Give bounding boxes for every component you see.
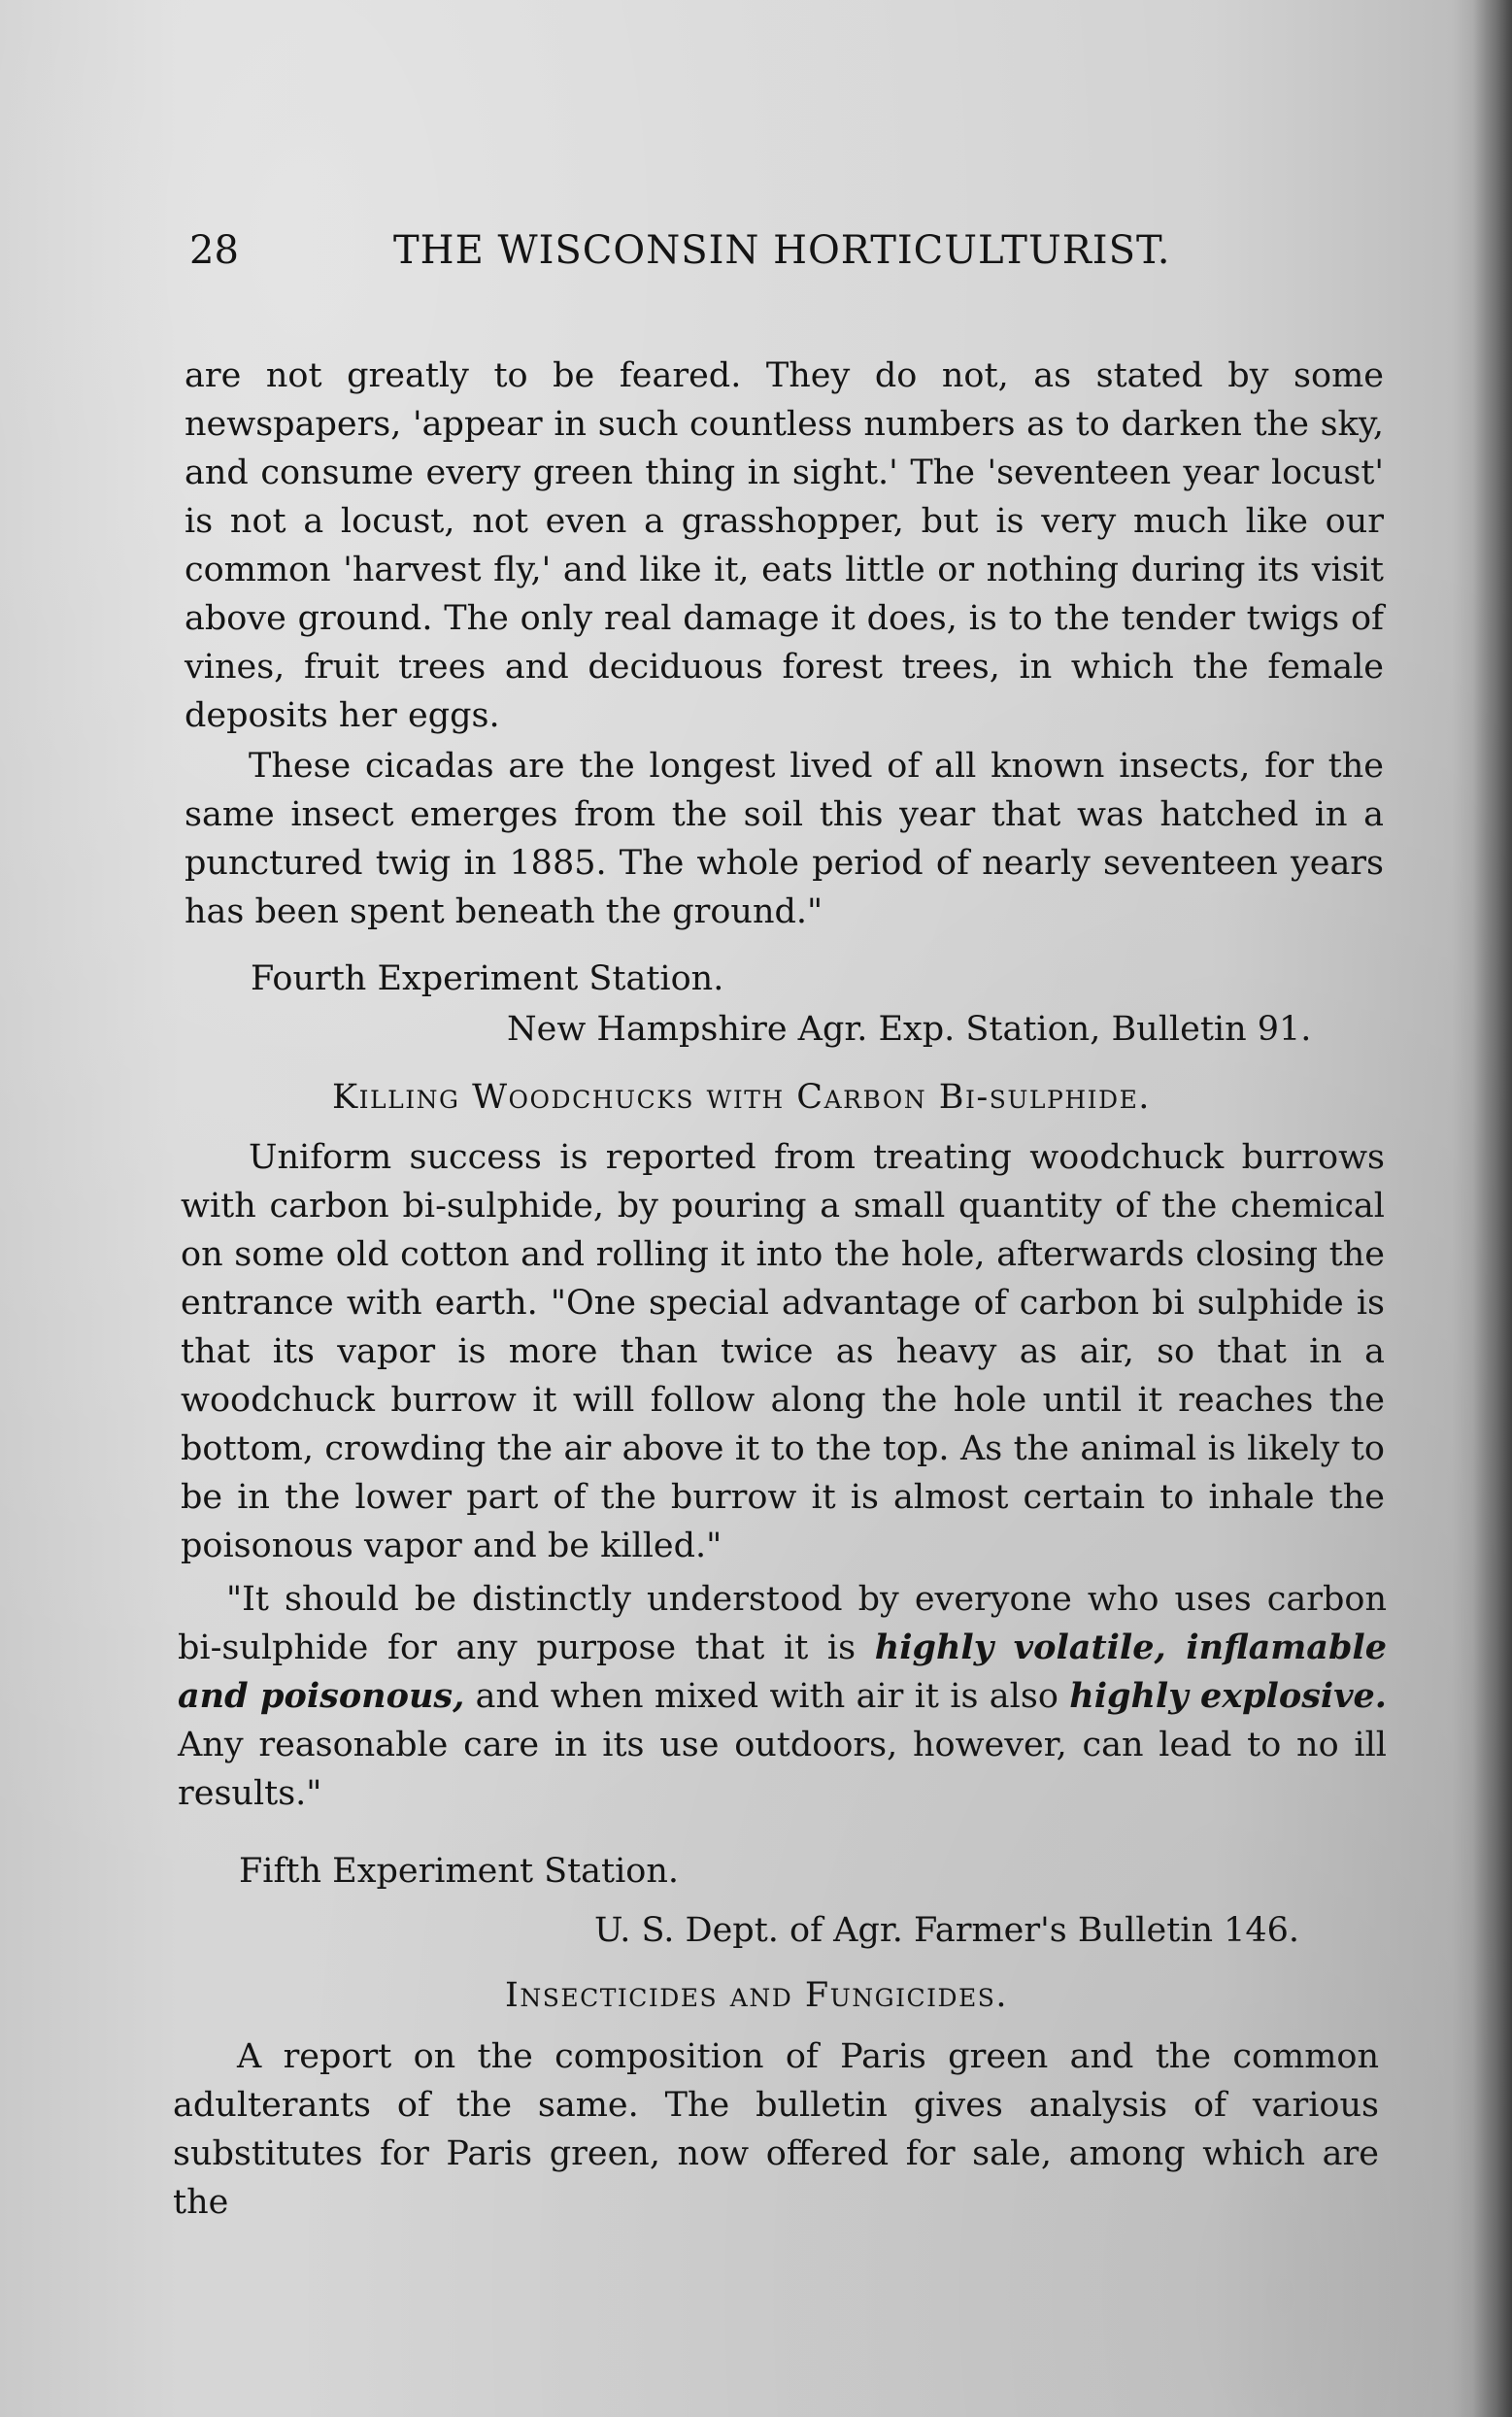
paragraph-paris-green: A report on the composition of Paris green and the common adulterants of the same. The bulletin gives analysis of various substitutes for Paris green, now offered for sale, among which are the: [173, 2037, 1379, 2222]
paragraph-woodchuck-treatment: Uniform success is reported from treating woodchuck burrows with carbon bi-sulphide, by pouring a small quantity of the chemical on some old cotton and rolling it into the hole, afterwards closing the entrance with earth. "One special advantage of carbon bi sulphide is that its vapor is more than twice as heavy as air, so that in a woodchuck burrow it will follow along the hole until it reaches the bottom, crowding the air above it to the top. As the animal is likely to be in the lower part of the burrow it is almost certain to inhale the poisonous vapor and be killed.": [181, 1138, 1385, 1565]
warning-emphasis-volatile: highly volatile, inflamable and poisonous,: [178, 1628, 1387, 1716]
station-title-fourth: Fourth Experiment Station.: [251, 959, 724, 998]
section-heading-woodchucks: Killing Woodchucks with Carbon Bi-sulphide.: [332, 1078, 1151, 1117]
page-number: 28: [189, 228, 239, 273]
bulletin-reference-usda: U. S. Dept. of Agr. Farmer's Bulletin 146.: [594, 1911, 1300, 1950]
section-heading-insecticides: Insecticides and Fungicides.: [505, 1976, 1009, 2015]
station-title-fifth: Fifth Experiment Station.: [239, 1852, 680, 1891]
warning-text-end: Any reasonable care in its use outdoors, however, can lead to no ill results.": [178, 1726, 1387, 1813]
paragraph-cicada-lifespan: These cicadas are the longest lived of all known insects, for the same insect emerges from the soil this year that was hatched in a punctured twig in 1885. The whole period of nearly seventeen years has been spent beneath the ground.": [185, 747, 1384, 931]
bulletin-reference-nh: New Hampshire Agr. Exp. Station, Bulletin 91.: [507, 1010, 1312, 1049]
warning-text-start: "It should be distinctly understood by everyone who uses carbon bi-sulphide for any purpose that it is: [178, 1580, 1387, 1667]
warning-text-middle: and when mixed with air it is also: [464, 1677, 1070, 1716]
page-header: [189, 221, 1199, 280]
warning-emphasis-explosive: highly explosive.: [1069, 1676, 1387, 1716]
page-edge-shadow: [1473, 0, 1512, 2417]
paragraph-cicada-damage: are not greatly to be feared. They do not, as stated by some newspapers, 'appear in such countless numbers as to darken the sky, and consume every green thing in sight.' The 'seventeen year locust' is not a locust, not even a grasshopper, but is very much like our common 'harvest fly,' and like it, eats little or nothing during its visit above ground. The only real damage it does, is to the tender twigs of vines, fruit trees and deciduous forest trees, in which the female deposits her eggs.: [185, 356, 1384, 735]
running-head: THE WISCONSIN HORTICULTURIST.: [393, 228, 1171, 273]
paragraph-bisulphide-warning: [178, 1575, 1387, 1818]
